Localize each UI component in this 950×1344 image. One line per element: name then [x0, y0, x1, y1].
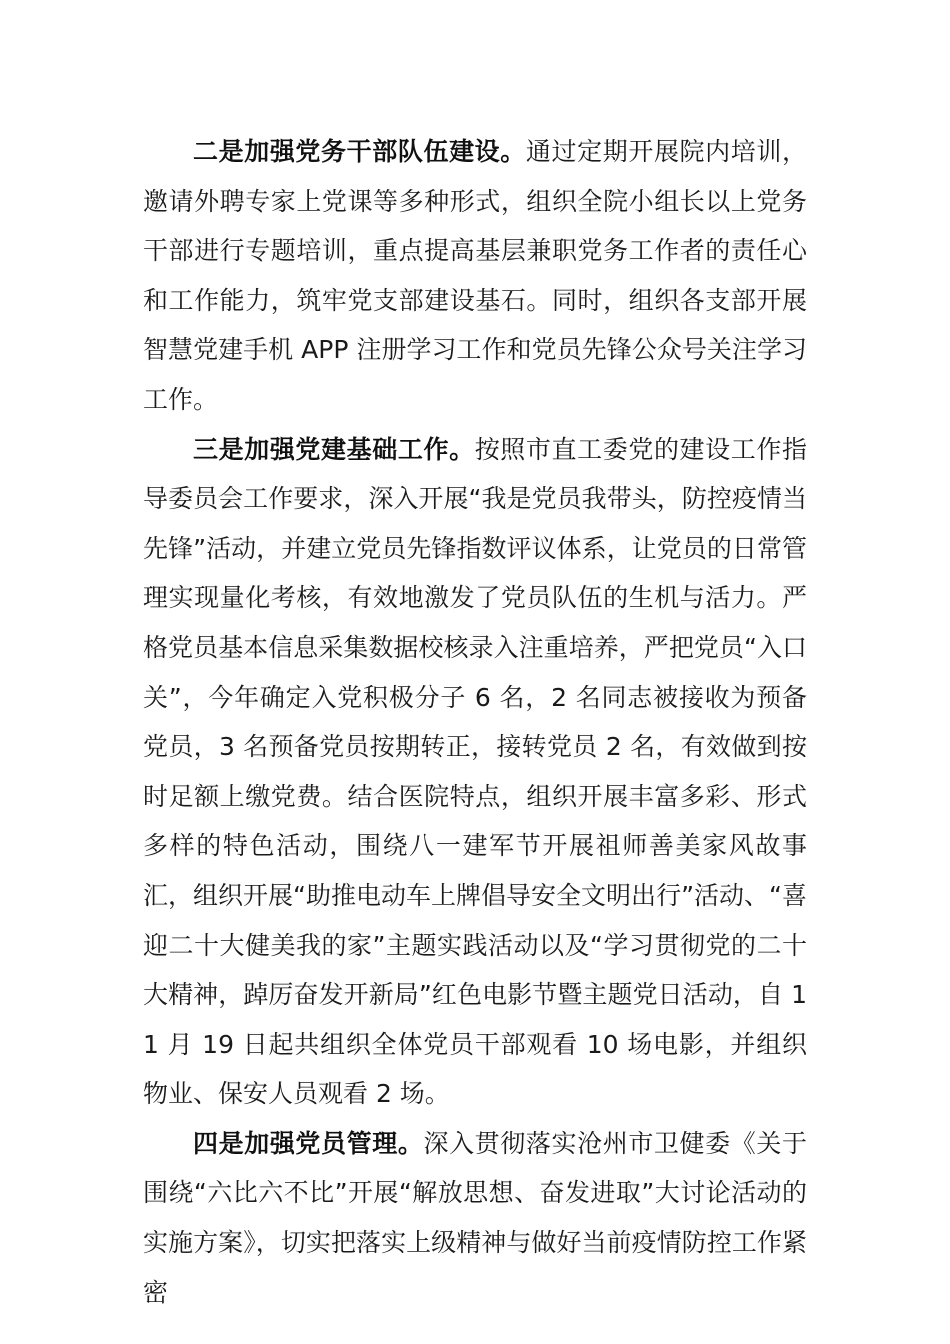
paragraph-lead: 二是加强党务干部队伍建设。 — [193, 137, 526, 166]
paragraph-text: 按照市直工委党的建设工作指导委员会工作要求，深入开展“我是党员我带头，防控疫情当先锋”活动，并建立党员先锋指数评议体系，让党员的日常管理实现量化考核，有效地激发了党员队伍的生机与活力。严格党员基本信息采集数据校核录入注重培养，严把党员“入口关”，今年确定入党积极分子 6 名，2 名同志被接收为预备党员，3 名预备党员按期转正，接转党员 2 名，有效做到按时足额上缴党费。结合医院特点，组织开展丰富多彩、形式多样的特色活动，围绕八一建军节开展祖师善美家风故事汇，组织开展“助推电动车上牌倡导安全文明出行”活动、“喜迎二十大健美我的家”主题实践活动以及“学习贯彻党的二十大精神，踔厉奋发开新局”红色电影节暨主题党日活动，自 11 月 19 日起共组织全体党员干部观看 10 场电影，并组织物业、保安人员观看 2 场。 — [143, 434, 807, 1109]
paragraph-text: 深入贯彻落实沧州市卫健委《关于围绕“六比六不比”开展“解放思想、奋发进取”大讨论活动的实施方案》，切实把落实上级精神与做好当前疫情防控工作紧密 — [143, 1128, 807, 1307]
paragraph-text: 通过定期开展院内培训，邀请外聘专家上党课等多种形式，组织全院小组长以上党务干部进行专题培训，重点提高基层兼职党务工作者的责任心和工作能力，筑牢党支部建设基石。同时，组织各支部开展智慧党建手机 APP 注册学习工作和党员先锋公众号关注学习工作。 — [143, 137, 807, 414]
document-body — [143, 127, 807, 1317]
paragraph-lead: 四是加强党员管理。 — [193, 1128, 424, 1158]
paragraph-party-foundation-work — [143, 425, 807, 1119]
paragraph-party-cadre-team — [143, 127, 807, 425]
paragraph-lead: 三是加强党建基础工作。 — [193, 434, 475, 464]
paragraph-party-member-management — [143, 1119, 807, 1317]
